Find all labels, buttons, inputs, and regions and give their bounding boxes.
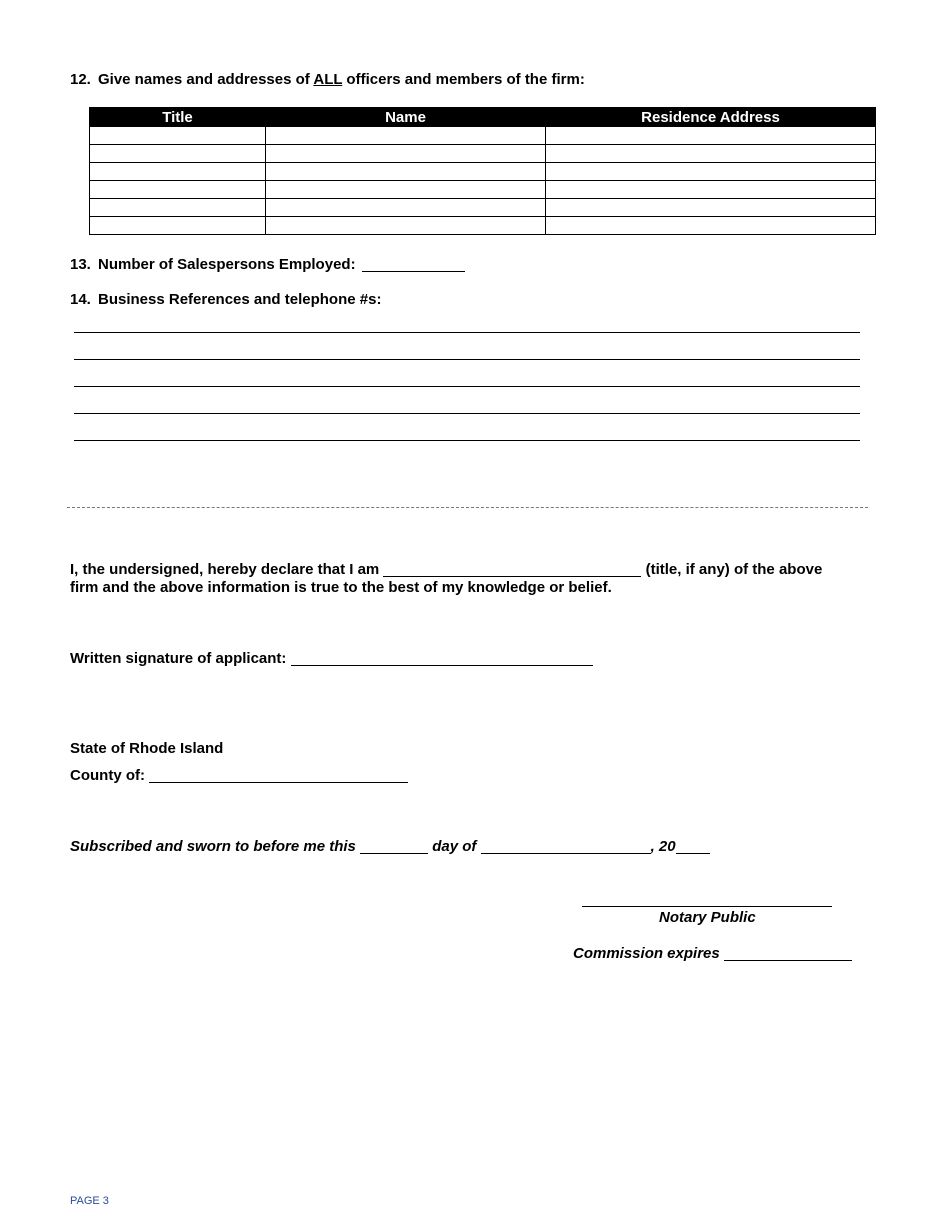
- question-number: 14.: [70, 291, 91, 308]
- references-line-5[interactable]: [74, 440, 860, 441]
- declaration-line-1: [70, 561, 822, 578]
- question-text-end: officers and members of the firm:: [342, 71, 585, 88]
- question-text-start: Give names and addresses of: [98, 71, 314, 88]
- name-cell[interactable]: [266, 145, 546, 163]
- table-row: [90, 181, 876, 199]
- question-number: 13.: [70, 256, 91, 273]
- references-label: Business References and telephone #s:: [98, 291, 382, 308]
- references-line-2[interactable]: [74, 359, 860, 360]
- section-divider: [67, 507, 868, 508]
- sworn-month-field[interactable]: [481, 839, 651, 854]
- address-cell[interactable]: [546, 163, 876, 181]
- signature-row: [70, 650, 593, 667]
- signature-label: Written signature of applicant:: [70, 650, 287, 667]
- sworn-year-text: , 20: [650, 838, 676, 855]
- declaration-text-start: I, the undersigned, hereby declare that I am: [70, 561, 380, 578]
- sworn-statement: [70, 838, 710, 855]
- column-header-title: Title: [90, 108, 266, 127]
- column-header-name: Name: [266, 108, 546, 127]
- page-number: PAGE 3: [70, 1195, 109, 1207]
- title-cell[interactable]: [90, 181, 266, 199]
- title-cell[interactable]: [90, 145, 266, 163]
- county-field[interactable]: [149, 768, 408, 783]
- references-line-1[interactable]: [74, 332, 860, 333]
- address-cell[interactable]: [546, 127, 876, 145]
- sworn-text-start: Subscribed and sworn to before me this: [70, 838, 356, 855]
- table-header-row: [90, 108, 876, 127]
- title-cell[interactable]: [90, 217, 266, 235]
- address-cell[interactable]: [546, 181, 876, 199]
- address-cell[interactable]: [546, 199, 876, 217]
- table-row: [90, 145, 876, 163]
- officers-table: [89, 107, 876, 235]
- notary-signature-line[interactable]: [582, 906, 832, 907]
- declaration-line-2: firm and the above information is true to the best of my knowledge or belief.: [70, 579, 612, 596]
- commission-row: [573, 945, 852, 962]
- question-13: [70, 256, 465, 273]
- notary-label: Notary Public: [659, 909, 756, 926]
- table-row: [90, 199, 876, 217]
- references-line-4[interactable]: [74, 413, 860, 414]
- question-number: 12.: [70, 71, 91, 88]
- sworn-year-field[interactable]: [676, 839, 710, 854]
- table-row: [90, 127, 876, 145]
- county-row: [70, 767, 408, 784]
- sworn-day-text: day of: [432, 838, 477, 855]
- declaration-text-end: (title, if any) of the above: [645, 561, 823, 578]
- column-header-address: Residence Address: [546, 108, 876, 127]
- salespersons-field[interactable]: [362, 257, 465, 272]
- commission-label: Commission expires: [573, 945, 720, 962]
- address-cell[interactable]: [546, 217, 876, 235]
- declaration-title-field[interactable]: [383, 562, 641, 577]
- question-14: [70, 291, 381, 308]
- county-label: County of:: [70, 767, 145, 784]
- commission-field[interactable]: [724, 946, 852, 961]
- title-cell[interactable]: [90, 127, 266, 145]
- table-row: [90, 217, 876, 235]
- address-cell[interactable]: [546, 145, 876, 163]
- title-cell[interactable]: [90, 163, 266, 181]
- name-cell[interactable]: [266, 217, 546, 235]
- name-cell[interactable]: [266, 127, 546, 145]
- salespersons-label: Number of Salespersons Employed:: [98, 256, 356, 273]
- question-text-emphasis: ALL: [313, 71, 343, 88]
- question-12: [70, 71, 585, 88]
- state-label: State of Rhode Island: [70, 740, 224, 757]
- name-cell[interactable]: [266, 181, 546, 199]
- sworn-day-field[interactable]: [360, 839, 428, 854]
- title-cell[interactable]: [90, 199, 266, 217]
- table-row: [90, 163, 876, 181]
- name-cell[interactable]: [266, 163, 546, 181]
- references-line-3[interactable]: [74, 386, 860, 387]
- name-cell[interactable]: [266, 199, 546, 217]
- signature-field[interactable]: [291, 651, 593, 666]
